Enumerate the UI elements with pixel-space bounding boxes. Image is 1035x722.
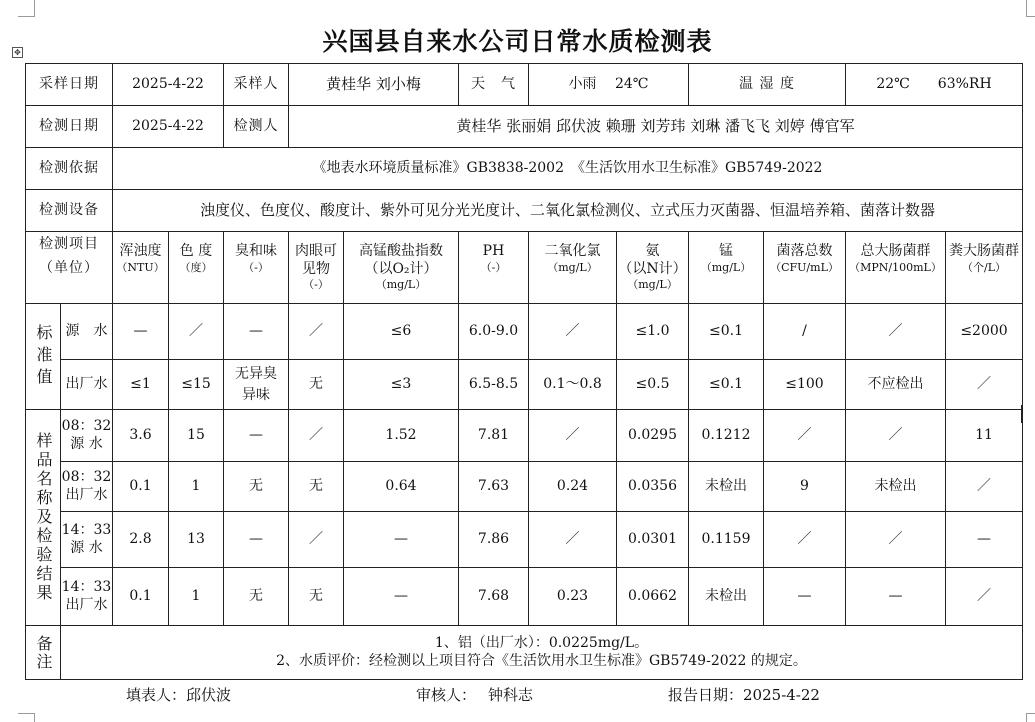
table-cell: 11 [946, 410, 1023, 462]
water-quality-table [25, 63, 1023, 680]
col-name-2: 见物 [302, 260, 330, 277]
table-cell: 无 [224, 462, 289, 512]
report-date-label: 报告日期： [668, 686, 744, 704]
table-cell: ／ [764, 512, 846, 568]
tester-label: 检测人 [224, 106, 289, 148]
col-name: 氨 [645, 243, 660, 260]
item-unit-label: （单位） [39, 260, 99, 276]
table-cell: ≤1 [113, 360, 169, 410]
col-name: 肉眼可 [295, 243, 337, 260]
table-cell: 0.1159 [689, 512, 764, 568]
col-header-visible [289, 232, 344, 304]
table-cell: ≤2000 [946, 304, 1023, 360]
col-unit: （MPN/100mL） [849, 260, 942, 274]
table-cell: 0.1212 [689, 410, 764, 462]
col-unit: （个/L） [961, 260, 1006, 274]
table-cell: — [224, 410, 289, 462]
table-cell: — [224, 512, 289, 568]
col-header-fecal-coliform [946, 232, 1023, 304]
sample-name: 出厂水 [65, 486, 108, 503]
col-unit: （CFU/mL） [770, 260, 839, 274]
sampler-value: 黄桂华 刘小梅 [289, 64, 459, 106]
info-row-basis [26, 148, 1023, 190]
remark-line: 1、铝（出厂水）：0.0225mg/L。 [434, 635, 649, 651]
table-cell: ／ [529, 512, 617, 568]
table-cell: 0.0301 [617, 512, 689, 568]
col-unit: （-） [303, 278, 329, 292]
report-date-value: 2025-4-22 [743, 686, 820, 704]
testers-value: 黄桂华 张丽娟 邱伏波 赖珊 刘芳玮 刘琳 潘飞飞 刘婷 傅官军 [289, 106, 1023, 148]
remarks-label-text: 备注 [34, 634, 53, 671]
table-cell: 1 [169, 462, 224, 512]
sampler-label: 采样人 [224, 64, 289, 106]
table-cell: ／ [946, 360, 1023, 410]
table-cell: 未检出 [689, 462, 764, 512]
table-cell: 3.6 [113, 410, 169, 462]
reviewer-label: 审核人： [416, 686, 477, 704]
sample-name: 源 水 [70, 435, 103, 452]
table-cell: 6.5-8.5 [459, 360, 529, 410]
filler-label: 填表人： [126, 686, 187, 704]
equipment-value: 浊度仪、色度仪、酸度计、紫外可见分光光度计、二氧化氯检测仪、立式压力灭菌器、恒温培养箱、菌落计数器 [113, 190, 1023, 232]
reviewer-value: 钟科志 [488, 686, 534, 704]
sample-name: 源 水 [70, 539, 103, 556]
table-cell: ／ [289, 410, 344, 462]
table-cell: 6.0-9.0 [459, 304, 529, 360]
table-cell: — [344, 568, 459, 626]
remarks-content [61, 626, 1023, 680]
sample-row-3 [26, 512, 1023, 568]
table-cell: — [764, 568, 846, 626]
table-cell: 2.8 [113, 512, 169, 568]
table-cell: 无 [289, 360, 344, 410]
sample-date-label: 采样日期 [26, 64, 113, 106]
col-header-total-coliform [846, 232, 946, 304]
col-unit: （NTU） [116, 260, 165, 274]
col-name: PH [482, 243, 505, 260]
table-move-handle-icon[interactable]: ✥ [12, 47, 23, 58]
table-cell: 1.52 [344, 410, 459, 462]
col-header-ph [459, 232, 529, 304]
item-header-cell [26, 232, 113, 304]
col-name: 浑浊度 [119, 243, 162, 260]
table-cell: 0.64 [344, 462, 459, 512]
col-name: 菌落总数 [776, 243, 833, 260]
col-name: 二氧化氯 [544, 243, 601, 260]
standard-row-name: 源 水 [61, 304, 113, 360]
table-cell: 0.24 [529, 462, 617, 512]
remarks-row [26, 626, 1023, 680]
table-cell: — [224, 304, 289, 360]
table-cell: 13 [169, 512, 224, 568]
basis-value: 《地表水环境质量标准》GB3838-2002 《生活饮用水卫生标准》GB5749-2022 [113, 148, 1023, 190]
table-cell: ／ [764, 410, 846, 462]
temp-humidity-value: 22℃ 63%RH [846, 64, 1023, 106]
col-name: 色 度 [179, 243, 213, 260]
sample-row-2 [26, 462, 1023, 512]
col-header-ammonia [617, 232, 689, 304]
table-cell: 9 [764, 462, 846, 512]
remarks-label [26, 626, 61, 680]
table-cell: 未检出 [689, 568, 764, 626]
table-cell: — [946, 512, 1023, 568]
col-header-colony-count [764, 232, 846, 304]
standard-label-text: 标准值 [34, 323, 53, 390]
table-cell: 7.63 [459, 462, 529, 512]
filler-field [126, 684, 231, 705]
sample-name-cell [61, 462, 113, 512]
col-header-manganese [689, 232, 764, 304]
table-cell: 无异臭异味 [224, 360, 289, 410]
table-cell: ／ [846, 410, 946, 462]
table-cell: ≤0.1 [689, 360, 764, 410]
filler-value: 邱伏波 [186, 686, 232, 704]
table-cell: 无 [289, 568, 344, 626]
table-cell: — [344, 512, 459, 568]
basis-label: 检测依据 [26, 148, 113, 190]
table-cell: ≤0.5 [617, 360, 689, 410]
info-row-testing [26, 106, 1023, 148]
col-name: 臭和味 [235, 243, 277, 260]
col-name: 粪大肠菌群 [949, 243, 1019, 260]
crop-mark-bottom-left [18, 713, 35, 722]
sample-time: 08：32 [61, 418, 112, 434]
standard-row-name: 出厂水 [61, 360, 113, 410]
table-cell: — [846, 568, 946, 626]
table-cell: 不应检出 [846, 360, 946, 410]
col-header-permanganate [344, 232, 459, 304]
col-unit: （mg/L） [375, 278, 427, 292]
sample-time: 14：33 [61, 579, 112, 595]
table-cell: ≤100 [764, 360, 846, 410]
table-cell: 无 [224, 568, 289, 626]
sample-name: 出厂水 [65, 596, 108, 613]
report-date-field [668, 684, 820, 705]
table-cell: 1 [169, 568, 224, 626]
col-header-turbidity [113, 232, 169, 304]
table-cell: / [764, 304, 846, 360]
table-cell: 7.68 [459, 568, 529, 626]
table-cell: ／ [846, 512, 946, 568]
col-unit: （mg/L） [627, 278, 678, 292]
sample-time: 14：33 [61, 522, 112, 538]
col-name: 锰 [719, 243, 733, 260]
item-label: 检测项目 [39, 236, 99, 252]
col-unit: （mg/L） [700, 260, 752, 274]
col-name: 总大肠菌群 [860, 243, 931, 260]
col-header-chlorine-dioxide [529, 232, 617, 304]
table-cell: ≤15 [169, 360, 224, 410]
temp-humidity-label: 温 湿 度 [689, 64, 846, 106]
standard-row-raw [26, 304, 1023, 360]
crop-mark-top-left [18, 0, 35, 17]
sample-name-cell [61, 512, 113, 568]
col-header-odor [224, 232, 289, 304]
samples-label [26, 410, 61, 626]
table-cell: 未检出 [846, 462, 946, 512]
sample-name-cell [61, 568, 113, 626]
sample-name-cell [61, 410, 113, 462]
test-date-label: 检测日期 [26, 106, 113, 148]
weather-value: 小雨 24℃ [529, 64, 689, 106]
table-cell: ／ [946, 568, 1023, 626]
test-date-value: 2025-4-22 [113, 106, 224, 148]
table-cell: 无 [289, 462, 344, 512]
reviewer-field [416, 684, 533, 705]
info-row-equipment [26, 190, 1023, 232]
sample-time: 08：32 [61, 469, 112, 485]
table-cell: ／ [846, 304, 946, 360]
table-cell: ≤0.1 [689, 304, 764, 360]
col-name-2: （以N计） [618, 260, 687, 277]
standard-label [26, 304, 61, 410]
table-cell: 0.1 [113, 568, 169, 626]
table-cell: 0.0356 [617, 462, 689, 512]
table-cell: ／ [289, 512, 344, 568]
col-unit: （-） [243, 260, 269, 274]
col-unit: （度） [179, 260, 213, 274]
equipment-label: 检测设备 [26, 190, 113, 232]
col-name-2: （以O₂计） [364, 260, 438, 277]
item-header-row [26, 232, 1023, 304]
col-unit: （-） [480, 260, 507, 274]
table-cell: ≤3 [344, 360, 459, 410]
table-cell: ／ [169, 304, 224, 360]
table-cell: 0.0662 [617, 568, 689, 626]
remark-line: 2、水质评价：经检测以上项目符合《生活饮用水卫生标准》GB5749-2022 的规定。 [276, 652, 807, 669]
table-cell: 15 [169, 410, 224, 462]
crop-mark-bottom-right [1026, 713, 1035, 722]
standard-row-treated [26, 360, 1023, 410]
page-title: 兴国县自来水公司日常水质检测表 [322, 27, 713, 56]
table-cell: ／ [289, 304, 344, 360]
table-cell: ／ [529, 304, 617, 360]
table-cell: 0.23 [529, 568, 617, 626]
col-unit: （mg/L） [547, 260, 598, 274]
table-cell: — [113, 304, 169, 360]
sample-row-4 [26, 568, 1023, 626]
col-name: 高锰酸盐指数 [359, 243, 443, 260]
text-cursor [1021, 405, 1022, 423]
weather-label: 天 气 [459, 64, 529, 106]
table-cell: 0.1 [113, 462, 169, 512]
info-row-sampling [26, 64, 1023, 106]
table-cell: 0.1～0.8 [529, 360, 617, 410]
sample-row-1 [26, 410, 1023, 462]
sample-date-value: 2025-4-22 [113, 64, 224, 106]
table-cell: ≤6 [344, 304, 459, 360]
col-header-color [169, 232, 224, 304]
table-cell: 0.0295 [617, 410, 689, 462]
table-cell: 7.86 [459, 512, 529, 568]
crop-mark-top-right [1026, 0, 1035, 17]
table-cell: ／ [529, 410, 617, 462]
table-cell: ≤1.0 [617, 304, 689, 360]
table-cell: 7.81 [459, 410, 529, 462]
samples-label-text: 样品名称及检验结果 [34, 432, 53, 603]
table-cell: ／ [946, 462, 1023, 512]
